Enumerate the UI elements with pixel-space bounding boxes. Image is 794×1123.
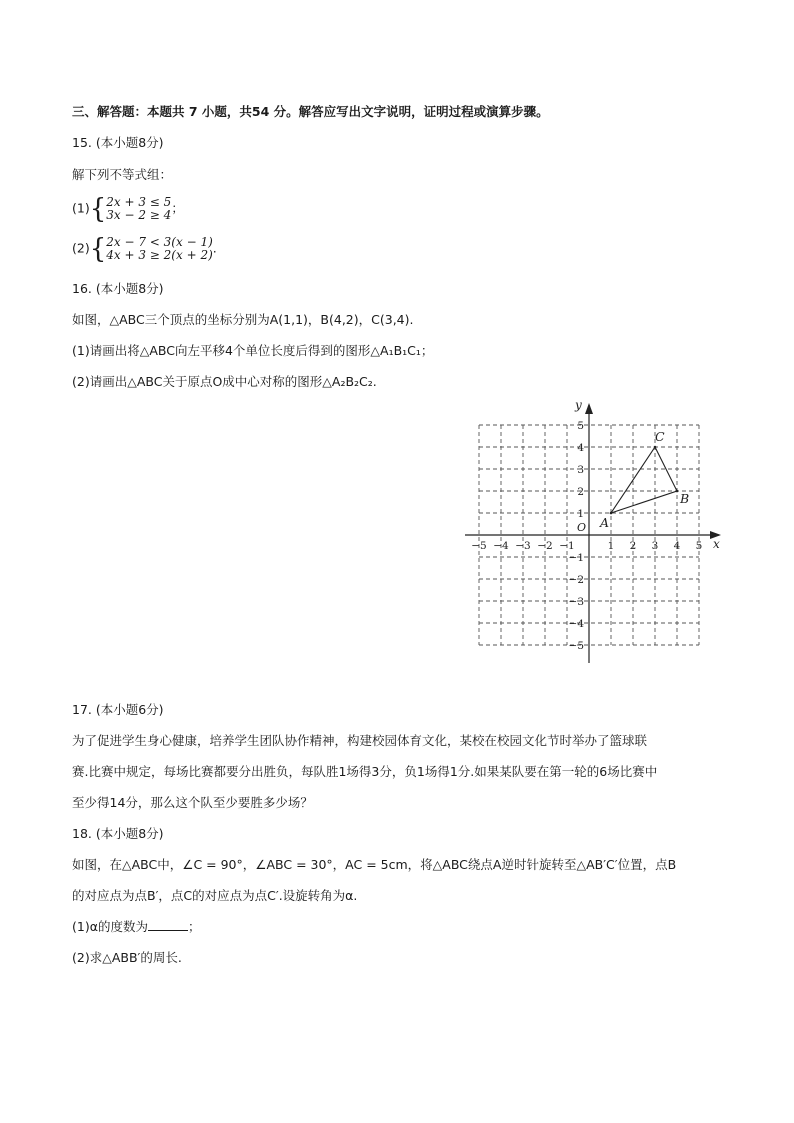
triangle-abc bbox=[599, 429, 689, 530]
q17-title: 17. (本小题6分) bbox=[72, 702, 164, 717]
y-tick-label: 3 bbox=[577, 464, 584, 476]
q17-line1: 为了促进学生身心健康，培养学生团队协作精神，构建校园体育文化，某校在校园文化节时举办了篮球联 bbox=[72, 733, 648, 748]
y-axis-label: y bbox=[575, 398, 582, 412]
y-tick-label: −1 bbox=[568, 552, 584, 564]
coordinate-grid bbox=[452, 397, 724, 669]
vertex-a bbox=[610, 512, 613, 515]
vertex-b bbox=[676, 490, 679, 493]
q18-part1-text: (1)α的度数为 bbox=[72, 919, 148, 934]
x-axis-label: x bbox=[713, 537, 720, 551]
q15-part2-row1: 2x − 7 < 3(x − 1) bbox=[106, 235, 213, 249]
q16-title: 16. (本小题8分) bbox=[72, 281, 164, 296]
q16-part2: (2)请画出△ABC关于原点O成中心对称的图形△A₂B₂C₂. bbox=[72, 374, 377, 389]
q16-intro: 如图，△ABC三个顶点的坐标分别为A(1,1)，B(4,2)，C(3,4). bbox=[72, 312, 414, 327]
q15-part1-end: ； bbox=[171, 200, 184, 216]
section-header: 三、解答题：本题共 7 小题，共54 分。解答应写出文字说明，证明过程或演算步骤。 bbox=[72, 104, 549, 119]
vertex-label-c: C bbox=[655, 429, 665, 444]
vertex-label-b: B bbox=[680, 491, 690, 506]
origin-label: O bbox=[577, 521, 587, 534]
q18-title: 18. (本小题8分) bbox=[72, 826, 164, 841]
q15-part1-row2: 3x − 2 ≥ 4 bbox=[106, 208, 172, 222]
q15-part2 bbox=[72, 233, 217, 265]
x-tick-label: −1 bbox=[559, 540, 575, 552]
x-tick-label: 4 bbox=[673, 540, 681, 552]
triangle-edges bbox=[611, 447, 677, 513]
q18-part1 bbox=[72, 918, 200, 936]
x-tick-label: −5 bbox=[471, 540, 487, 552]
brace-icon: { bbox=[89, 233, 107, 265]
q17-line3: 至少得14分，那么这个队至少要胜多少场？ bbox=[72, 795, 313, 810]
x-tick-label: 5 bbox=[695, 540, 703, 552]
answer-blank[interactable] bbox=[148, 918, 188, 931]
x-tick-label: −2 bbox=[537, 540, 553, 552]
y-tick-label: 5 bbox=[577, 420, 584, 432]
y-tick-label: −4 bbox=[568, 618, 584, 630]
y-tick-label: 4 bbox=[577, 442, 584, 454]
x-tick-label: 2 bbox=[629, 540, 637, 552]
q18-line1: 如图，在△ABC中，∠C = 90°，∠ABC = 30°，AC = 5cm，将△ABC绕点A逆时针旋转至△AB′C′位置，点B bbox=[72, 857, 677, 872]
q15-part2-end: . bbox=[212, 240, 217, 256]
y-tick-label: 2 bbox=[577, 486, 584, 498]
brace-icon: { bbox=[89, 193, 107, 225]
q18-part1-end: ； bbox=[187, 919, 201, 934]
q15-part1-row1: 2x + 3 ≤ 5 bbox=[106, 195, 172, 209]
y-tick-label: −5 bbox=[568, 640, 584, 652]
y-tick-label: −2 bbox=[568, 574, 584, 586]
x-tick-label: 3 bbox=[651, 540, 659, 552]
y-axis-arrow-icon bbox=[585, 403, 593, 414]
vertex-label-a: A bbox=[600, 515, 610, 530]
q15-part1-label: (1) bbox=[72, 200, 90, 216]
q16-part1: (1)请画出将△ABC向左平移4个单位长度后得到的图形△A₁B₁C₁； bbox=[72, 343, 434, 358]
y-tick-label: 1 bbox=[577, 508, 584, 520]
vertex-c bbox=[654, 446, 657, 449]
tick-labels bbox=[471, 420, 702, 652]
q18-line2: 的对应点为点B′，点C的对应点为点C′.设旋转角为α. bbox=[72, 888, 358, 903]
q15-part2-row2: 4x + 3 ≥ 2(x + 2) bbox=[106, 248, 213, 262]
q15-part2-label: (2) bbox=[72, 240, 90, 256]
q15-title: 15. (本小题8分) bbox=[72, 135, 164, 150]
q15-part1 bbox=[72, 193, 184, 225]
q15-intro: 解下列不等式组： bbox=[72, 167, 173, 182]
y-tick-label: −3 bbox=[568, 596, 584, 608]
q18-part2: (2)求△ABB′的周长. bbox=[72, 950, 182, 965]
x-tick-label: 1 bbox=[607, 540, 615, 552]
q17-line2: 赛.比赛中规定，每场比赛都要分出胜负，每队胜1场得3分，负1场得1分.如果某队要在第一轮的6场比赛中 bbox=[72, 764, 658, 779]
x-tick-label: −4 bbox=[493, 540, 509, 552]
x-tick-label: −3 bbox=[515, 540, 531, 552]
